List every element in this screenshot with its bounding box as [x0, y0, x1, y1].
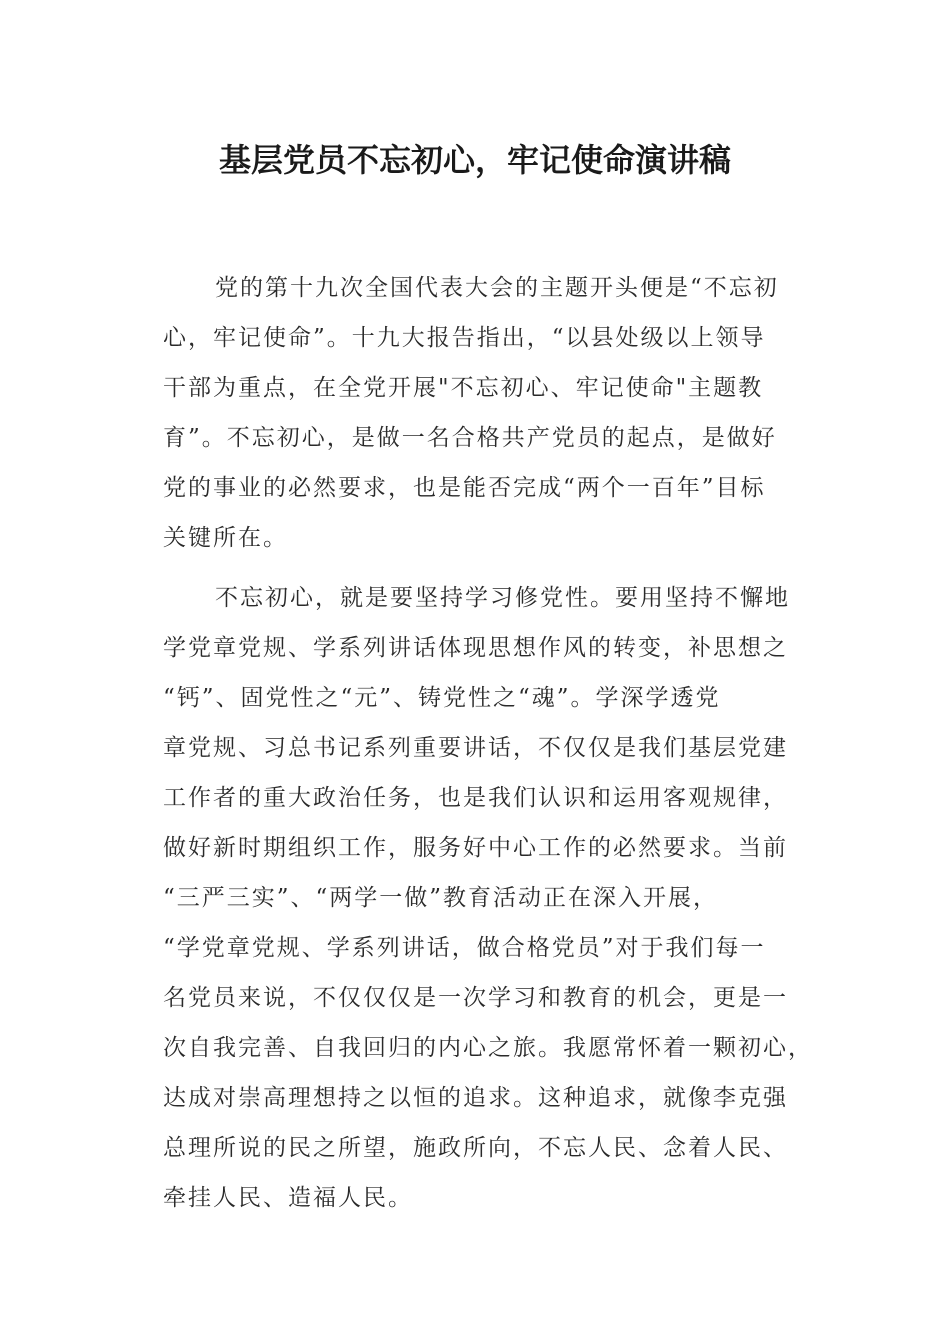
text-line: 次自我完善、自我回归的内心之旅。我愿常怀着一颗初心，: [163, 1035, 813, 1061]
text-line: 牵挂人民、造福人民。: [163, 1185, 413, 1211]
text-line: “三严三实”、“两学一做”教育活动正在深入开展，: [163, 885, 719, 911]
text-line: 章党规、习总书记系列重要讲话，不仅仅是我们基层党建: [163, 735, 788, 761]
text-line: 干部为重点，在全党开展"不忘初心、牢记使命"主题教: [163, 375, 764, 401]
text-line: 心，牢记使命”。十九大报告指出，“以县处级以上领导: [163, 325, 766, 351]
paragraph-1: [163, 263, 813, 563]
text-line: 党的第十九次全国代表大会的主题开头便是“不忘初: [215, 275, 779, 301]
text-line: 总理所说的民之所望，施政所向，不忘人民、念着人民、: [163, 1135, 788, 1161]
text-line: “学党章党规、学系列讲话，做合格党员”对于我们每一: [163, 935, 766, 961]
text-line: 育”。不忘初心，是做一名合格共产党员的起点，是做好: [163, 425, 777, 451]
text-line: “钙”、固党性之“元”、铸党性之“魂”。学深学透党: [163, 685, 721, 711]
text-line: 学党章党规、学系列讲话体现思想作风的转变，补思想之: [163, 635, 788, 661]
document-body: [163, 263, 813, 1233]
text-line: 不忘初心，就是要坚持学习修党性。要用坚持不懈地: [215, 585, 790, 611]
text-line: 名党员来说，不仅仅仅是一次学习和教育的机会，更是一: [163, 985, 788, 1011]
text-line: 达成对崇高理想持之以恒的追求。这种追求，就像李克强: [163, 1085, 788, 1111]
text-line: 党的事业的必然要求，也是能否完成“两个一百年”目标: [163, 475, 766, 501]
text-line: 关键所在。: [163, 525, 288, 551]
text-line: 做好新时期组织工作，服务好中心工作的必然要求。当前: [163, 835, 788, 861]
paragraph-2: [163, 573, 813, 1223]
text-line: 工作者的重大政治任务，也是我们认识和运用客观规律，: [163, 785, 788, 811]
document-title: 基层党员不忘初心，牢记使命演讲稿: [218, 141, 731, 179]
